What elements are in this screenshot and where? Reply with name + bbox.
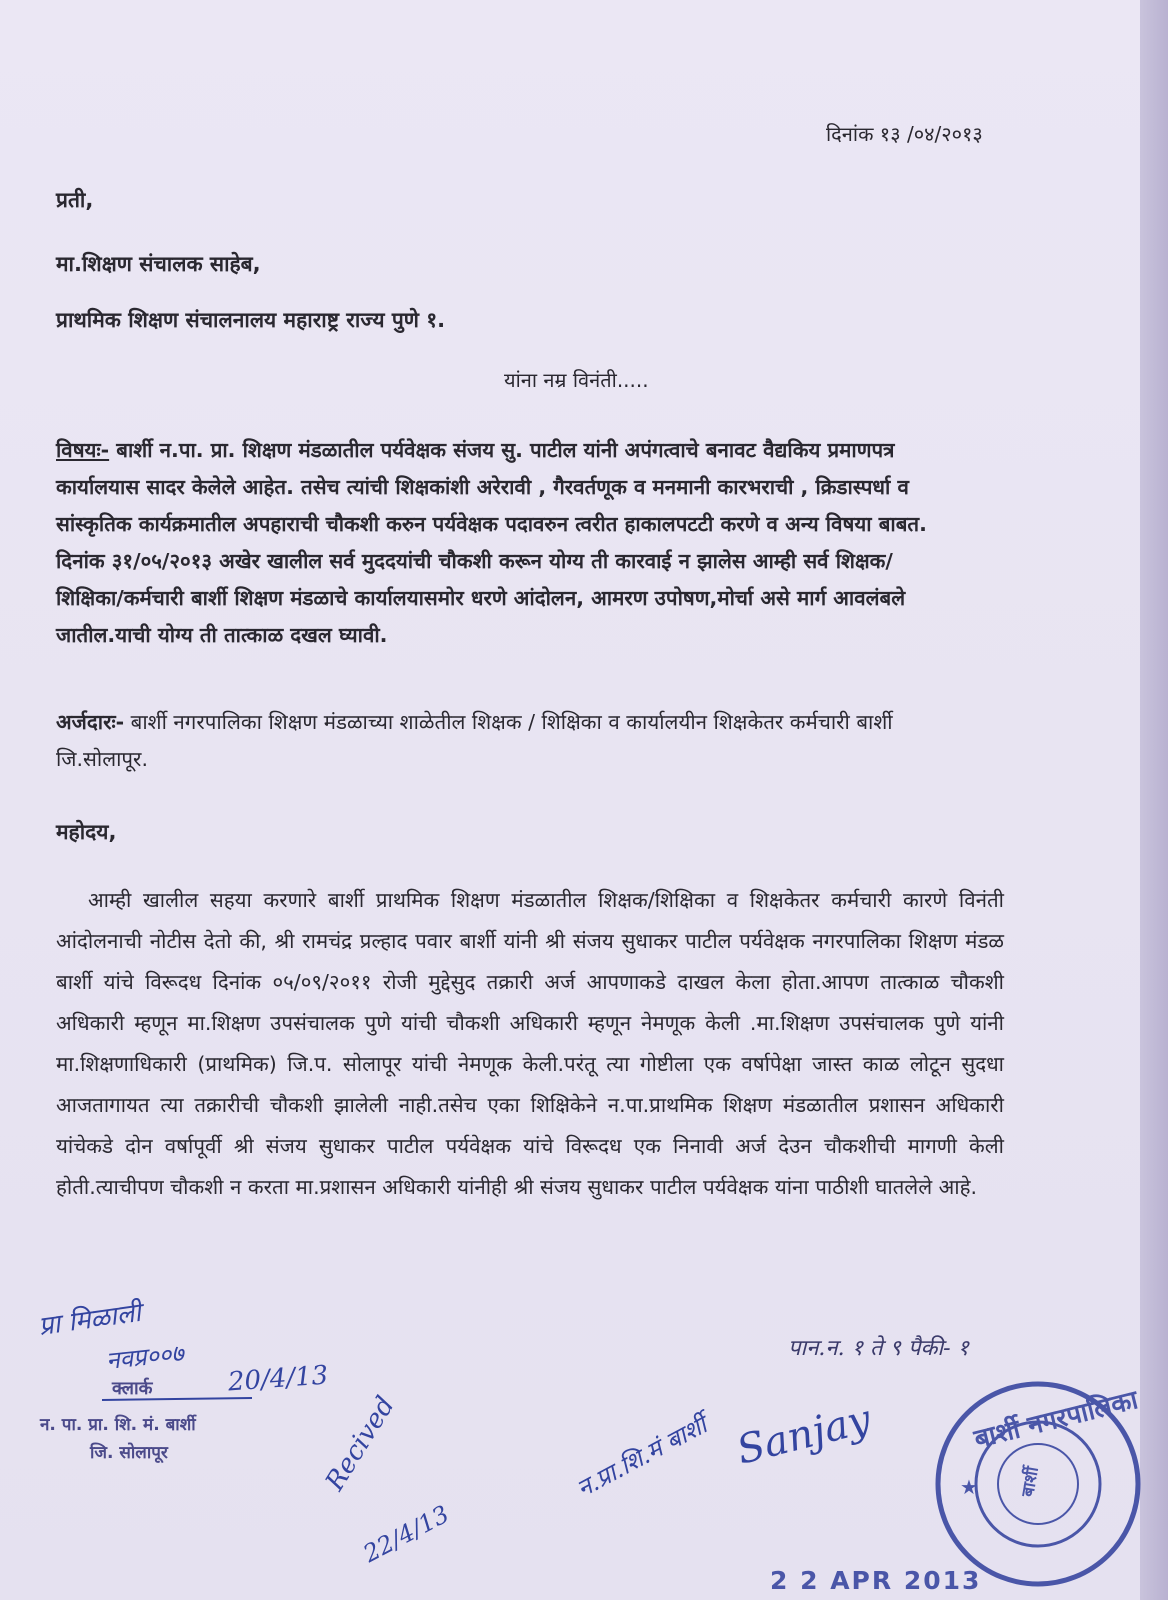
received-date: 22/4/13	[358, 1499, 454, 1569]
stamp-underline	[102, 1396, 252, 1404]
subject-label: विषयः-	[56, 438, 110, 462]
clerk-label: क्लार्क	[112, 1378, 153, 1399]
seal-text: बार्शी नगरपालिका	[971, 1385, 1141, 1455]
letter-date: दिनांक १३ /०४/२०१३	[826, 122, 983, 146]
office-district: जि. सोलापूर	[90, 1443, 168, 1463]
subject-text: बार्शी न.पा. प्रा. शिक्षण मंडळातील पर्यवेक्षक संजय सु. पाटील यांनी अपंगत्वाचे बनावट वैद्यकिय प्रमाणपत्र कार्यालयास सादर केलेले आहेत. तसेच त्यांची शिक्षकांशी अरेरावी , गैरवर्तणूक व मनमानी कारभराची , क्रिडास्पर्धा व सांस्कृतिक कार्यक्रमातील अपहाराची चौकशी करुन पर्यवेक्षक पदावरुन त्वरीत हाकालपटटी करणे व अन्य विषया बाबत. दिनांक ३१/०५/२०१३ अखेर खालील सर्व मुददयांची चौकशी करून योग्य ती कारवाई न झालेस आम्ही सर्व शिक्षक/शिक्षिका/कर्मचारी बार्शी शिक्षण मंडळाचे कार्यालयासमोर धरणे आंदोलन, आमरण उपोषण,मोर्चा असे मार्ग आवलंबले जातील.याची योग्य ती तात्काळ दखल घ्यावी.	[56, 438, 927, 647]
page-edge	[1140, 0, 1168, 1600]
svg-text:★: ★	[960, 1475, 978, 1499]
body-paragraph: आम्ही खालील सहया करणारे बार्शी प्राथमिक शिक्षण मंडळातील शिक्षक/शिक्षिका व शिक्षकेतर कर्मचारी कारणे विनंती आंदोलनाची नोटीस देतो की, श्री रामचंद्र प्रल्हाद पवार बार्शी यांनी श्री संजय सुधाकर पाटील पर्यवेक्षक नगरपालिका शिक्षण मंडळ बार्शी यांचे विरूदध दिनांक ०५/०९/२०११ रोजी मुद्देसुद तक्रारी अर्ज आपणाकडे दाखल केला होता.आपण तात्काळ चौकशी अधिकारी म्हणून मा.शिक्षण उपसंचालक पुणे यांची चौकशी अधिकारी म्हणून नेमणूक केली .मा.शिक्षण उपसंचालक पुणे यांनी मा.शिक्षणाधिकारी (प्राथमिक) जि.प. सोलापूर यांची नेमणूक केली.परंतू त्या गोष्टीला एक वर्षापेक्षा जास्त काळ लोटून सुदधा आजतागायत त्या तक्रारीची चौकशी झालेली नाही.तसेच एका शिक्षिकेने न.पा.प्राथमिक शिक्षण मंडळातील प्रशासन अधिकारी यांचेकडे दोन वर्षापूर्वी श्री संजय सुधाकर पाटील पर्यवेक्षक यांचे विरूदध एक निनावी अर्ज देउन चौकशीची मागणी केली होती.त्याचीपण चौकशी न करता मा.प्रशासन अधिकारी यांनीही श्री संजय सुधाकर पाटील पर्यवेक्षक यांना पाठीशी घातलेले आहे.	[56, 888, 1004, 1199]
office-name: न. पा. प्रा. शि. मं. बार्शी	[40, 1415, 196, 1435]
greeting: महोदय,	[56, 820, 117, 844]
received-word: Recived	[320, 1391, 401, 1496]
to-label: प्रती,	[56, 188, 94, 212]
seal-date: 2 2 APR 2013	[770, 1566, 982, 1595]
subject-paragraph	[56, 432, 956, 654]
seal-center-text: बार्शी	[1018, 1465, 1043, 1499]
addressee-line-1: मा.शिक्षण संचालक साहेब,	[56, 252, 261, 276]
municipal-seal	[928, 1374, 1148, 1598]
received-note	[300, 1370, 740, 1590]
request-line: यांना नम्र विनंती.....	[504, 368, 649, 392]
addressee-line-2: प्राथमिक शिक्षण संचालनालय महाराष्ट्र राज्य पुणे १.	[56, 308, 446, 332]
applicant-text: बार्शी नगरपालिका शिक्षण मंडळाच्या शाळेतील शिक्षक / शिक्षिका व कार्यालयीन शिक्षकेतर कर्मचारी बार्शी जि.सोलापूर.	[56, 710, 893, 771]
applicant-label: अर्जदारः-	[56, 710, 125, 734]
signature: Sanjay	[732, 1396, 876, 1474]
applicant-paragraph	[56, 704, 956, 778]
page-number-note: पान.न. १ ते ९ पैकी- १	[788, 1336, 969, 1361]
handwritten-inward-number: नवप्र००७	[104, 1339, 186, 1375]
handwritten-date: 20/4/13	[227, 1360, 330, 1398]
received-office: न.प्रा.शि.मं बार्शी	[572, 1410, 712, 1503]
handwritten-received: प्रा मिळाली	[36, 1297, 143, 1342]
